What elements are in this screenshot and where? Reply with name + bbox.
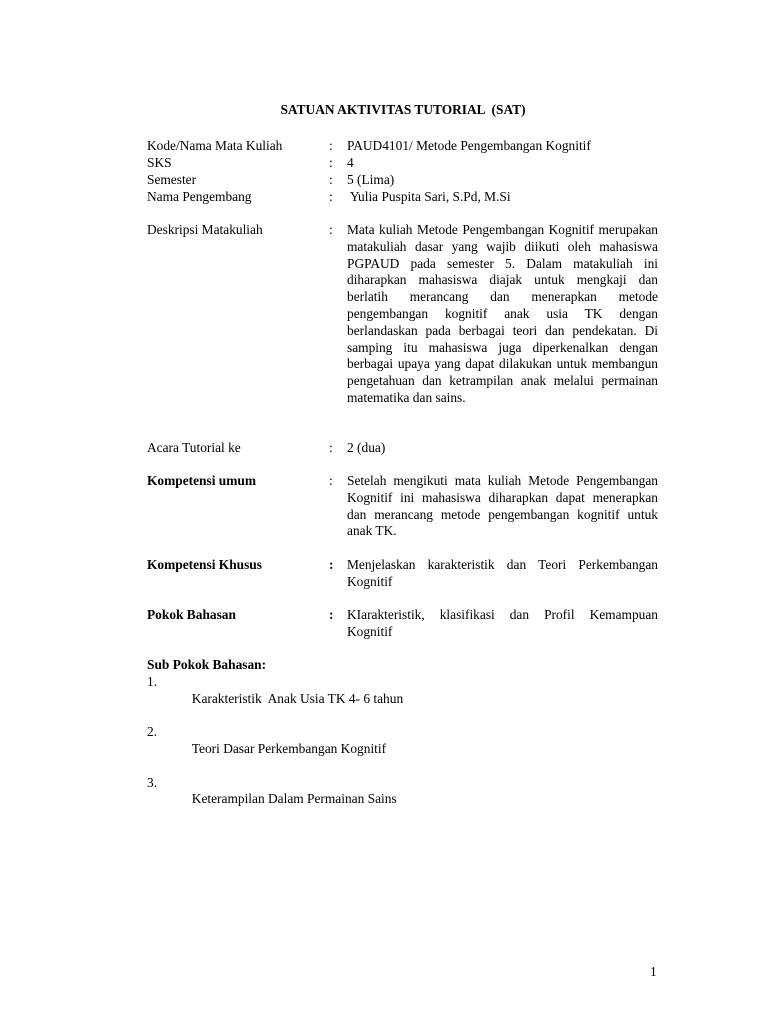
field-separator: :	[329, 222, 333, 237]
sub-pokok-bahasan	[147, 657, 667, 825]
field-value: Yulia Puspita Sari, S.Pd, M.Si	[347, 189, 511, 204]
list-item-number: 1.	[147, 673, 158, 689]
sub-pokok-title: Sub Pokok Bahasan:	[147, 657, 267, 672]
list-item-number: 2.	[147, 724, 158, 740]
field-separator: :	[329, 473, 333, 488]
list-item-text: Teori Dasar Perkembangan Kognitif	[191, 740, 387, 756]
field-label: Pokok Bahasan	[147, 607, 236, 622]
field-value: Setelah mengikuti mata kuliah Metode Pengembangan Kognitif ini mahasiswa diharapkan dapat menerapkan dan merancang metode pengembangan kognitif untuk anak TK.	[347, 473, 658, 539]
field-separator: :	[329, 172, 333, 187]
field-label: Semester	[147, 172, 197, 187]
field-separator: :	[329, 189, 333, 204]
list-item-text: Karakteristik Anak Usia TK 4- 6 tahun	[191, 690, 404, 706]
list-item	[147, 775, 667, 825]
list-item-text: Keterampilan Dalam Permainan Sains	[191, 791, 397, 807]
field-value: KIarakteristik, klasifikasi dan Profil Kemampuan Kognitif	[347, 607, 658, 639]
field-value: 5 (Lima)	[347, 172, 395, 187]
field-value: Mata kuliah Metode Pengembangan Kognitif merupakan matakuliah dasar yang wajib diikuti oleh mahasiswa PGPAUD pada semester 5. Dalam matakuliah ini diharapkan mahasiswa diajak untuk mengkaji dan berlatih merancang dan menerapkan metode pengembangan kognitif anak usia TK dengan berlandaskan pada berbagai teori dan pendekatan. Di samping itu mahasiswa juga diperkenalkan dengan berbagai upaya yang dapat dilakukan untuk membangun pengetahuan dan ketrampilan anak melalui permainan matematika dan sains.	[347, 222, 658, 405]
field-separator: :	[329, 607, 334, 622]
field-value: 2 (dua)	[347, 440, 386, 455]
list-item	[147, 724, 667, 774]
field-label: Deskripsi Matakuliah	[147, 222, 263, 237]
field-label: SKS	[147, 155, 172, 170]
field-value: 4	[347, 155, 354, 170]
field-label: Kompetensi Khusus	[147, 557, 262, 572]
list-item	[147, 674, 667, 724]
field-label: Acara Tutorial ke	[147, 440, 241, 455]
field-separator: :	[329, 155, 333, 170]
document-title: SATUAN AKTIVITAS TUTORIAL (SAT)	[280, 102, 526, 117]
field-separator: :	[329, 138, 333, 153]
field-label: Nama Pengembang	[147, 189, 252, 204]
field-value	[347, 557, 658, 591]
field-value-text: Menjelaskan karakteristik dan Teori Perkembangan Kognitif	[347, 557, 658, 589]
field-value: PAUD4101/ Metode Pengembangan Kognitif	[347, 138, 591, 153]
sub-pokok-list	[147, 674, 667, 825]
list-item-number: 3.	[147, 774, 158, 790]
field-label: Kompetensi umum	[147, 473, 256, 488]
field-label: Kode/Nama Mata Kuliah	[147, 138, 283, 153]
page-number: 1	[650, 964, 657, 979]
field-separator: :	[329, 557, 334, 572]
field-separator: :	[329, 440, 333, 455]
